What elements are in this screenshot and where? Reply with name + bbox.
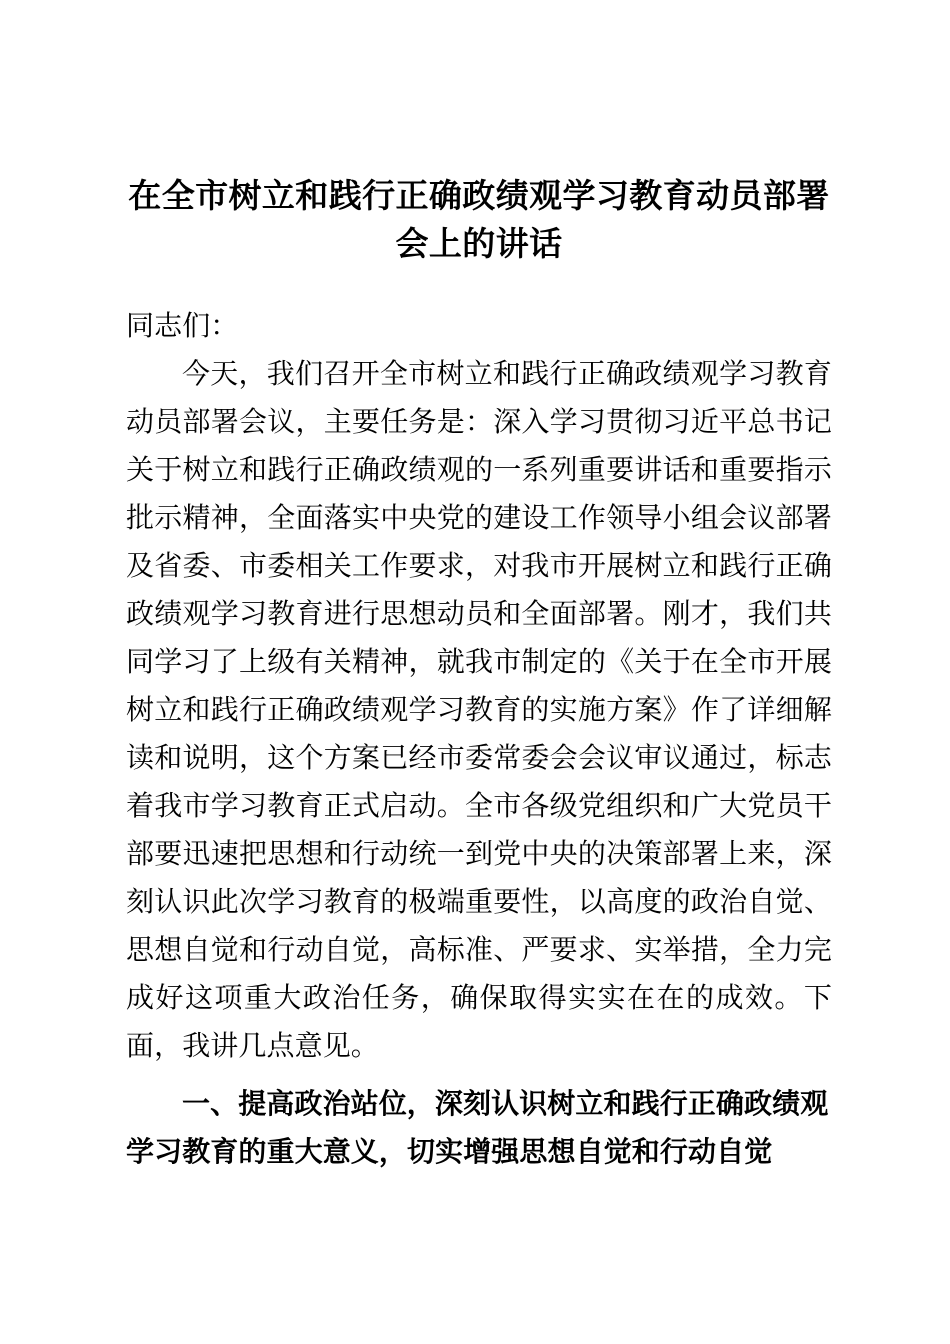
salutation-line: 同志们： — [126, 310, 239, 341]
body-paragraph-1: 今天，我们召开全市树立和践行正确政绩观学习教育动员部署会议，主要任务是：深入学习贯彻习近平总书记关于树立和践行正确政绩观的一系列重要讲话和重要指示批示精神，全面落实中央党的建设工作领导小组会议部署及省委、市委相关工作要求，对我市开展树立和践行正确政绩观学习教育进行思想动员和全面部署。刚才，我们共同学习了上级有关精神，就我市制定的《关于在全市开展树立和践行正确政绩观学习教育的实施方案》作了详细解读和说明，这个方案已经市委常委会会议审议通过，标志着我市学习教育正式启动。全市各级党组织和广大党员干部要迅速把思想和行动统一到党中央的决策部署上来，深刻认识此次学习教育的极端重要性，以高度的政治自觉、思想自觉和行动自觉，高标准、严要求、实举措，全力完成好这项重大政治任务，确保取得实实在在的成效。下面，我讲几点意见。 — [126, 358, 832, 1061]
document-title: 在全市树立和践行正确政绩观学习教育动员部署会上的讲话 — [128, 177, 830, 262]
document-content — [126, 0, 832, 1176]
section-heading-1: 一、提高政治站位，深刻认识树立和践行正确政绩观学习教育的重大意义，切实增强思想自觉和行动自觉 — [126, 1088, 829, 1167]
